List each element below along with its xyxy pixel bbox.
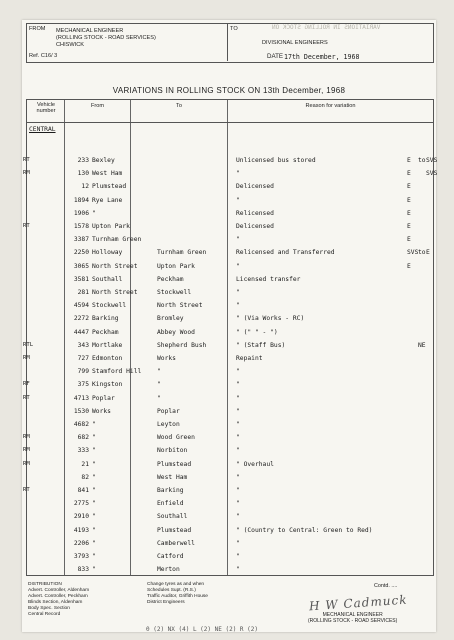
col-header-from: From: [90, 103, 105, 109]
code-1: E: [407, 183, 411, 191]
col-header-vehicle: Vehicle number: [36, 102, 56, 114]
vehicle-number: 4193: [73, 526, 89, 534]
from-garage: Barking: [92, 315, 119, 323]
from-garage: Kingston: [92, 381, 123, 389]
vehicle-number: 1906: [73, 209, 89, 217]
col-header-to: To: [176, 103, 182, 109]
from-garage: Mortlake: [92, 341, 123, 349]
to-garage: Catford: [157, 553, 184, 560]
to-garage: Norbiton: [157, 447, 188, 455]
reason: Licensed transfer: [236, 275, 301, 283]
vehicle-number: 4682: [73, 421, 89, 428]
from-garage: Peckham: [92, 328, 119, 336]
from-garage: ": [92, 460, 96, 468]
row-mark: RT: [23, 157, 30, 163]
from-garage: ": [92, 566, 96, 574]
to-garage: Barking: [157, 487, 184, 494]
page-title: VARIATIONS IN ROLLING STOCK ON 13th December, 1968: [112, 86, 346, 95]
code-1: E: [407, 209, 411, 217]
to-garage: ": [157, 368, 161, 376]
header-divider: [227, 23, 228, 61]
reason: ": [236, 500, 240, 508]
vehicle-number: 233: [77, 157, 89, 164]
to-garage: Wood Green: [157, 434, 195, 442]
signature: H W Cadmuck: [308, 592, 408, 614]
vehicle-number: 130: [77, 170, 89, 178]
to-garage: Southall: [157, 513, 188, 521]
distribution-list: DISTRIBUTION Advert. Controller, Aldenham Advert. Controller, Peckham Blinds Section, Aldenham Body Spec. Section Central Record: [28, 582, 90, 617]
reason: ": [236, 302, 240, 310]
reason: " (Via Works - RC): [236, 315, 305, 323]
code-3: SVS: [426, 157, 438, 164]
row-mark: RM: [23, 434, 30, 441]
reason: ": [236, 421, 240, 428]
vehicle-number: 2250: [73, 249, 89, 257]
reason: Delicensed: [236, 223, 274, 230]
from-garage: ": [92, 526, 96, 534]
vehicle-number: 682: [77, 434, 89, 442]
to-garage: Enfield: [157, 500, 184, 508]
vehicle-number: 841: [77, 487, 89, 494]
to-garage: Stockwell: [157, 289, 192, 296]
showthrough-text: VARIATIONS IN ROLLING STOCK ON: [272, 24, 381, 31]
from-garage: ": [92, 487, 96, 494]
reason: ": [236, 539, 240, 547]
change-note: Change tyres as and when Schedules Supt. (R.S.) Traffic Auditor, Griffith House District Engineers: [147, 582, 208, 605]
code-2: NE: [418, 341, 426, 349]
to-garage: Upton Park: [157, 262, 195, 270]
code-2: to: [418, 249, 426, 257]
row-mark: RTL: [23, 341, 34, 348]
reason: ": [236, 289, 240, 296]
reason: ": [236, 236, 240, 244]
from-label: FROM: [29, 26, 46, 32]
vehicle-number: 343: [77, 341, 89, 349]
reason: ": [236, 394, 240, 402]
from-garage: ": [92, 447, 96, 455]
to-garage: Works: [157, 355, 176, 362]
vehicle-number: 3065: [73, 262, 89, 270]
vehicle-number: 4713: [73, 394, 89, 402]
to-garage: Bromley: [157, 315, 184, 323]
to-garage: Peckham: [157, 275, 184, 283]
reason: ": [236, 368, 240, 376]
row-mark: RM: [23, 355, 30, 361]
to-garage: Turnham Green: [157, 249, 207, 257]
from-line-2: (ROLLING STOCK - ROAD SERVICES): [56, 35, 156, 41]
from-garage: Stamford Hill: [92, 368, 142, 376]
from-garage: Rye Lane: [92, 196, 123, 204]
to-garage: Camberwell: [157, 539, 195, 547]
vehicle-number: 3793: [73, 553, 89, 560]
code-1: E: [407, 157, 411, 164]
to-garage: ": [157, 394, 161, 402]
row-mark: RT: [23, 487, 30, 493]
from-garage: Stockwell: [92, 302, 127, 310]
reason: " Overhaul: [236, 460, 274, 468]
reason: Delicensed: [236, 183, 274, 191]
reason: " (" " - "): [236, 328, 278, 336]
document-sheet: [22, 20, 436, 632]
vehicle-number: 2272: [73, 315, 89, 323]
to-garage: West Ham: [157, 473, 188, 481]
reason: ": [236, 566, 240, 574]
date-value: 17th December, 1968: [284, 53, 360, 61]
code-1: E: [407, 236, 411, 244]
reason: ": [236, 434, 240, 442]
vehicle-number: 4447: [73, 328, 89, 336]
to-garage: ": [157, 381, 161, 389]
from-garage: Works: [92, 407, 111, 415]
from-line-1: MECHANICAL ENGINEER: [56, 28, 124, 34]
reason: ": [236, 473, 240, 481]
to-garage: Poplar: [157, 407, 180, 415]
signature-title: MECHANICAL ENGINEER (ROLLING STOCK - ROAD SERVICES): [308, 612, 398, 625]
from-garage: Poplar: [92, 394, 115, 402]
code-3: SVS: [426, 170, 438, 178]
row-mark: RT: [23, 223, 30, 229]
vehicle-number: 2775: [73, 500, 89, 508]
to-garage: Plumstead: [157, 460, 192, 468]
vehicle-number: 4594: [73, 302, 89, 310]
code-3: E: [426, 249, 430, 257]
to-garage: Plumstead: [157, 526, 192, 534]
header-rule: [27, 122, 433, 123]
vehicle-number: 21: [81, 460, 89, 468]
row-mark: RT: [23, 394, 30, 401]
to-garage: Abbey Wood: [157, 328, 195, 336]
vehicle-number: 12: [81, 183, 89, 191]
vehicle-number: 799: [77, 368, 89, 376]
from-garage: Holloway: [92, 249, 123, 257]
from-garage: Edmonton: [92, 355, 123, 362]
section-label: CENTRAL: [29, 126, 56, 133]
code-1: E: [407, 196, 411, 204]
reason: " (Staff Bus): [236, 341, 286, 349]
reason: ": [236, 170, 240, 178]
code-1: SVS: [407, 249, 419, 257]
vehicle-number: 375: [77, 381, 89, 389]
vehicle-number: 833: [77, 566, 89, 574]
continued-label: Contd. ....: [374, 583, 398, 589]
from-garage: Southall: [92, 275, 123, 283]
from-garage: ": [92, 473, 96, 481]
vehicle-number: 3581: [73, 275, 89, 283]
reason: Unlicensed bus stored: [236, 157, 316, 164]
vehicle-number: 3387: [73, 236, 89, 244]
to-label: TO: [230, 26, 238, 32]
to-garage: North Street: [157, 302, 203, 310]
vehicle-number: 333: [77, 447, 89, 455]
date-label: DATE: [267, 53, 284, 60]
reason: ": [236, 487, 240, 494]
reason: " (Country to Central: Green to Red): [236, 526, 373, 534]
col-header-reason: Reason for variation: [305, 103, 356, 109]
reason: Relicensed: [236, 209, 274, 217]
reason: ": [236, 447, 240, 455]
code-1: E: [407, 223, 411, 230]
row-mark: RM: [23, 460, 30, 467]
reason: ": [236, 407, 240, 415]
row-mark: RM: [23, 447, 30, 454]
from-garage: Bexley: [92, 157, 115, 164]
from-garage: North Street: [92, 262, 138, 270]
row-mark: RF: [23, 381, 30, 388]
vehicle-number: 1894: [73, 196, 89, 204]
code-1: E: [407, 262, 411, 270]
reason: ": [236, 553, 240, 560]
from-garage: ": [92, 209, 96, 217]
from-garage: ": [92, 553, 96, 560]
table-row: [26, 562, 432, 578]
from-garage: ": [92, 500, 96, 508]
vehicle-number: 2910: [73, 513, 89, 521]
from-garage: ": [92, 421, 96, 428]
reason: ": [236, 513, 240, 521]
bottom-code: 0 (2) NX (4) L (2) NE (2) R (2): [146, 626, 258, 633]
from-garage: North Street: [92, 289, 138, 296]
row-mark: RM: [23, 170, 30, 177]
vehicle-number: 1578: [73, 223, 89, 230]
from-garage: ": [92, 513, 96, 521]
code-2: to: [418, 157, 426, 164]
from-garage: West Ham: [92, 170, 123, 178]
to-garage: Shepherd Bush: [157, 341, 207, 349]
reason: Relicensed and Transferred: [236, 249, 335, 257]
to-garage: Leyton: [157, 421, 180, 428]
to-value: DIVISIONAL ENGINEERS: [262, 40, 328, 46]
vehicle-number: 1530: [73, 407, 89, 415]
vehicle-number: 2206: [73, 539, 89, 547]
from-garage: Plumstead: [92, 183, 127, 191]
from-garage: ": [92, 539, 96, 547]
reference: Ref. C16/ 3: [29, 53, 58, 59]
vehicle-number: 727: [77, 355, 89, 362]
reason: ": [236, 262, 240, 270]
from-garage: Upton Park: [92, 223, 130, 230]
from-line-3: CHISWICK: [56, 42, 84, 48]
vehicle-number: 82: [81, 473, 89, 481]
vehicle-number: 281: [77, 289, 89, 296]
reason: Repaint: [236, 355, 263, 362]
from-garage: ": [92, 434, 96, 442]
reason: ": [236, 381, 240, 389]
code-1: E: [407, 170, 411, 178]
from-garage: Turnham Green: [92, 236, 142, 244]
to-garage: Merton: [157, 566, 180, 574]
reason: ": [236, 196, 240, 204]
